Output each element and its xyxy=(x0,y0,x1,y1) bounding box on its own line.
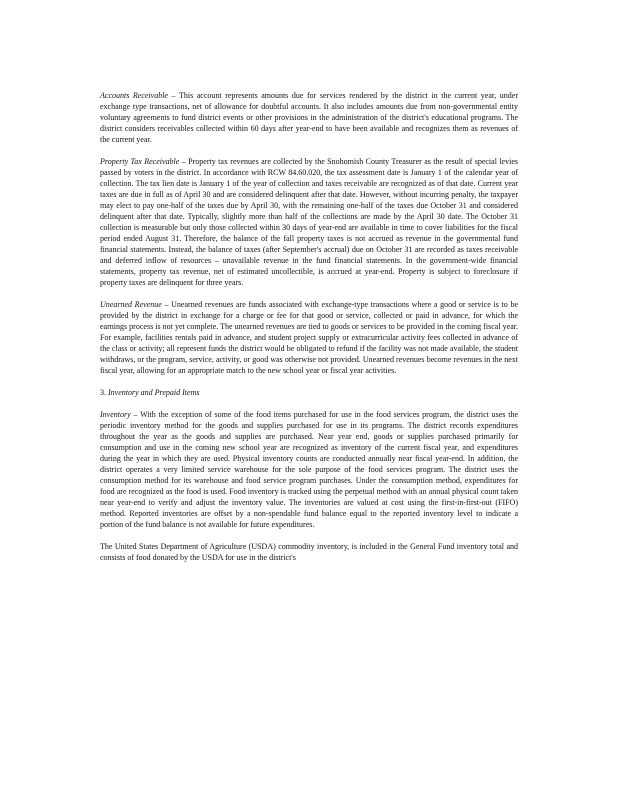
section-number: 3. xyxy=(100,388,106,397)
paragraph-body: – Unearned revenues are funds associated with exchange-type transactions where a good or service is to be provided by the district in exchange for a charge or fee for that good or service, collected or paid in advance, for which the earnings process is not yet complete. The unearned revenues are tied to goods or services to be provided in the coming fiscal year. For example, facilities rentals paid in advance, and student project supply or extracurricular activity fees collected in advance of the class or activity; all represent funds the district would be obligated to refund if the facility was not made available, the student withdraws, or the program, service, activity, or good was otherwise not provided. Unearned revenues become revenues in the next fiscal year, allowing for an appropriate match to the new school year or fiscal year activities. xyxy=(100,300,518,375)
paragraph-usda-commodity xyxy=(100,541,518,563)
document-page xyxy=(100,90,518,563)
term-accounts-receivable: Accounts Receivable xyxy=(100,91,168,100)
spacer xyxy=(100,398,518,409)
term-unearned-revenue: Unearned Revenue xyxy=(100,300,162,309)
spacer xyxy=(100,376,518,387)
paragraph-body: The United States Department of Agriculture (USDA) commodity inventory, is included in the General Fund inventory total and consists of food donated by the USDA for use in the district's xyxy=(100,542,518,562)
spacer xyxy=(100,288,518,299)
section-title: Inventory and Prepaid Items xyxy=(108,388,200,397)
paragraph-inventory xyxy=(100,409,518,530)
paragraph-body: – This account represents amounts due for services rendered by the district in the current year, under exchange type transactions, net of allowance for doubtful accounts. It also includes amounts due from non-governmental entity voluntary agreements to fund district events or other provisions in the administration of the district's educational programs. The district considers receivables collected within 60 days after year-end to have been available and recognizes them as revenues of the current year. xyxy=(100,91,518,144)
spacer xyxy=(100,145,518,156)
term-property-tax-receivable: Property Tax Receivable xyxy=(100,157,180,166)
section-heading xyxy=(100,387,518,398)
paragraph-unearned-revenue xyxy=(100,299,518,376)
paragraph-accounts-receivable xyxy=(100,90,518,145)
paragraph-property-tax-receivable xyxy=(100,156,518,288)
term-inventory: Inventory xyxy=(100,410,131,419)
spacer xyxy=(100,530,518,541)
paragraph-body: – Property tax revenues are collected by the Snohomish County Treasurer as the result of special levies passed by voters in the district. In accordance with RCW 84.60.020, the tax assessment date is January 1 of the calendar year of collection. The tax lien date is January 1 of the year of collection and taxes receivable are recognized as of that date. Current year taxes are due in full as of April 30 and are considered delinquent after that date. However, without incurring penalty, the taxpayer may elect to pay one-half of the taxes due by April 30, with the remaining one-half of the taxes due October 31 and considered delinquent after that date. Typically, slightly more than half of the collections are made by the April 30 date. The October 31 collection is measurable but only those collected within 30 days of year-end are available in time to cover liabilities for the fiscal period ended August 31. Therefore, the balance of the fall property taxes is not accrued as revenue in the governmental fund financial statements. Instead, the balance of taxes (after September's accrual) due on October 31 are recorded as taxes receivable and deferred inflow of resources – unavailable revenue in the fund financial statements. In the government-wide financial statements, property tax revenue, net of estimated uncollectible, is accrued at year-end. Property is subject to foreclosure if property taxes are delinquent for three years. xyxy=(100,157,518,287)
paragraph-body: – With the exception of some of the food items purchased for use in the food services program, the district uses the periodic inventory method for the goods and supplies purchased for use in its programs. The district records expenditures throughout the year as the goods and supplies are purchased. Near year end, goods or supplies purchased primarily for consumption and use in the coming new school year are recognized as inventory of the current fiscal year, and expenditures during the year in which they are used. Physical inventory counts are conducted annually near fiscal year-end. In addition, the district operates a very limited service warehouse for the sole purpose of the food services program. The district uses the consumption method for its warehouse and food service program purchases. Under the consumption method, expenditures for food are recognized as the food is used. Food inventory is tracked using the perpetual method with an annual physical count taken near year-end to verify and adjust the inventory value. The inventories are valued at cost using the first-in-first-out (FIFO) method. Reported inventories are offset by a non-spendable fund balance equal to the reported inventory level to indicate a portion of the fund balance is not available for future expenditures. xyxy=(100,410,518,529)
